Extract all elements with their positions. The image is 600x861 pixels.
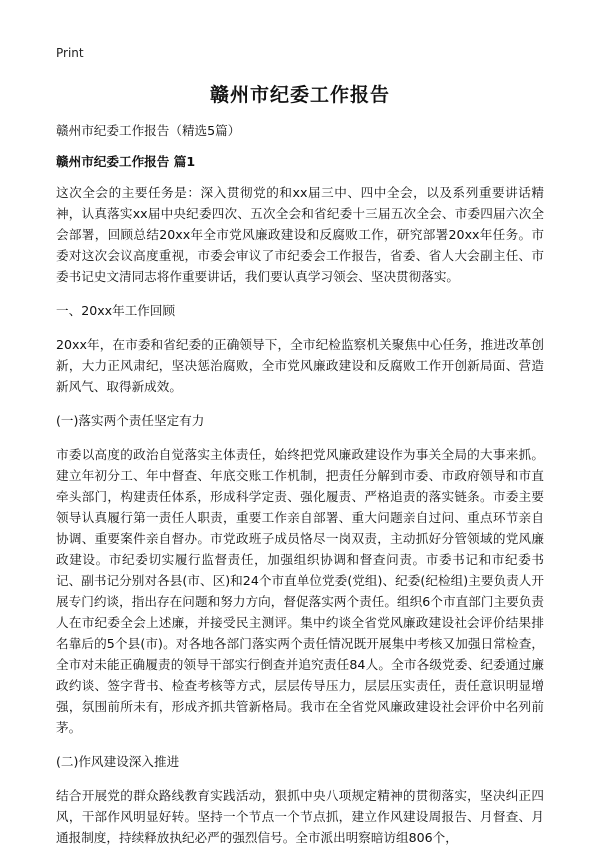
print-link[interactable]: Print	[56, 46, 84, 60]
subsection-heading-1: (一)落实两个责任坚定有力	[56, 413, 205, 428]
paragraph-review: 20xx年，在市委和省纪委的正确领导下，全市纪检监察机关聚焦中心任务，推进改革创新，大力正风肃纪，坚决惩治腐败，全市党风廉政建设和反腐败工作开创新局面、营造新风气、取得新成效。	[56, 337, 544, 394]
section-heading-1: 一、20xx年工作回顾	[56, 303, 176, 318]
document-subtitle: 赣州市纪委工作报告（精选5篇）	[56, 123, 241, 138]
paragraph-work-style: 结合开展党的群众路线教育实践活动，狠抓中央八项规定精神的贯彻落实，坚决纠正四风，干部作风明显好转。坚持一个节点一个节点抓，建立作风建设周报告、月督查、月通报制度，持续释放执纪必严的强烈信号。全市派出明察暗访组806个，	[56, 788, 544, 845]
document-title: 赣州市纪委工作报告	[209, 84, 390, 106]
document-body	[56, 120, 544, 861]
paragraph-responsibility: 市委以高度的政治自觉落实主体责任，始终把党风廉政建设作为事关全局的大事来抓。建立年初分工、年中督查、年底交账工作机制，把责任分解到市委、市政府领导和市直牵头部门，构建责任体系，形成科学定责、强化履责、严格追责的落实链条。市委主要领导认真履行第一责任人职责，重要工作亲自部署、重大问题亲自过问、重点环节亲自协调、重要案件亲自督办。市党政班子成员恪尽一岗双责，主动抓好分管领域的党风廉政建设。市纪委切实履行监督责任，加强组织协调和督查问责。市委书记和市纪委书记、副书记分别对各县(市、区)和24个市直单位党委(党组)、纪委(纪检组)主要负责人开展专门约谈，指出存在问题和努力方向，督促落实两个责任。组织6个市直部门主要负责人在市纪委全会上述廉，并接受民主测评。集中约谈全省党风廉政建设社会评价结果排名靠后的5个县(市)。对各地各部门落实两个责任情况既开展集中考核又加强日常检查，全市对未能正确履责的领导干部实行倒查并追究责任84人。全市各级党委、纪委通过廉政约谈、签字背书、检查考核等方式，层层传导压力，层层压实责任，责任意识明显增强，氛围前所未有，形成齐抓共管新格局。我市在全省党风廉政建设社会评价中名列前茅。	[56, 447, 544, 735]
article-heading: 赣州市纪委工作报告 篇1	[56, 154, 196, 169]
intro-paragraph: 这次全会的主要任务是：深入贯彻党的和xx届三中、四中全会，以及系列重要讲话精神，认真落实xx届中央纪委四次、五次全会和省纪委十三届五次全会、市委四届六次全会部署，回顾总结20xx年全市党风廉政建设和反腐败工作，研究部署20xx年任务。市委对这次会议高度重视，市委会审议了市纪委会工作报告，省委、省人大会副主任、市委书记史文清同志将作重要讲话，我们要认真学习领会、坚决贯彻落实。	[56, 185, 544, 284]
subsection-heading-2: (二)作风建设深入推进	[56, 754, 180, 769]
